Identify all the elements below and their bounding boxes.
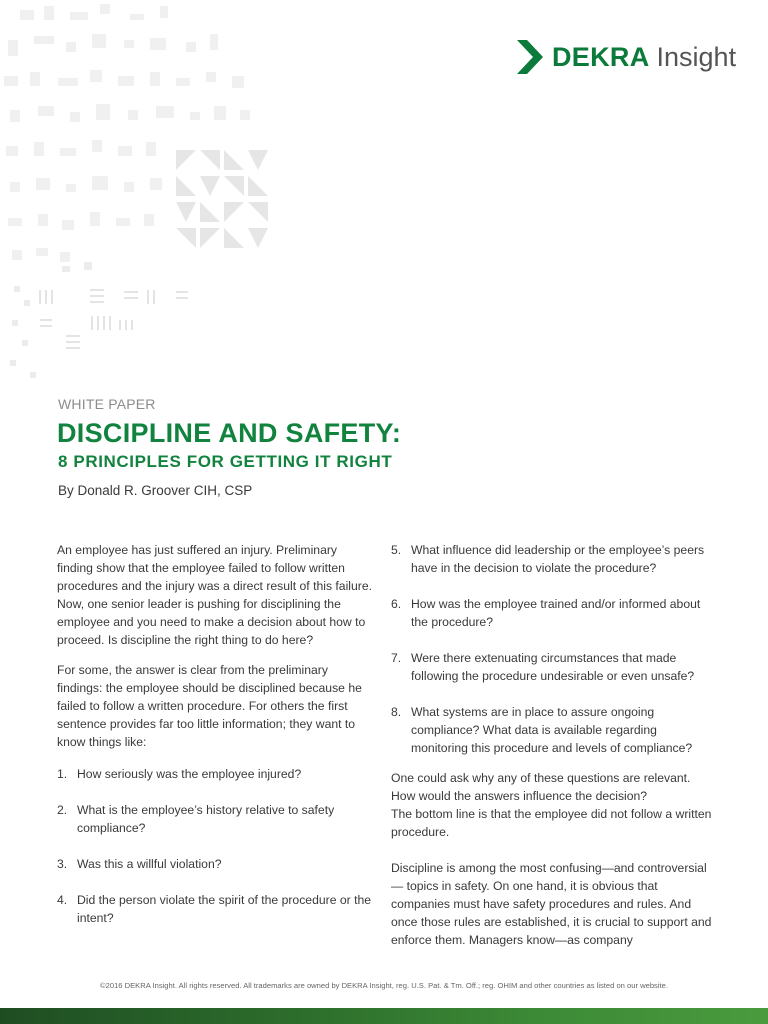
list-number: 8.: [391, 705, 402, 719]
copyright-footer: ©2016 DEKRA Insight. All rights reserved. All trademarks are owned by DEKRA Insight, reg. U.S. Pat. & Tm. Off.; reg. OHIM and other countries as listed on our website.: [100, 981, 668, 990]
logo-brand-text: DEKRA: [552, 41, 650, 72]
list-number: 2.: [57, 803, 68, 817]
dekra-insight-logo: [515, 38, 736, 76]
intro-paragraph: An employee has just suffered an injury. Preliminary finding show that the employee failed to follow written procedures and the injury was a direct result of this failure. Now, one senior leader is pushing for disciplining the employee and you need to make a decision about how to proceed. Is discipline the right thing to do here?: [57, 543, 373, 647]
list-number: 4.: [57, 893, 68, 907]
list-item: [391, 595, 713, 631]
relevance-line-1: One could ask why any of these questions are relevant. How would the answers influence the decision?: [391, 771, 691, 803]
left-column: [57, 541, 375, 945]
relevance-paragraph: [391, 769, 713, 841]
list-number: 3.: [57, 857, 68, 871]
dekra-arrow-icon: [515, 38, 545, 76]
list-text: Were there extenuating circumstances that made following the procedure undesirable or even unsafe?: [411, 651, 695, 683]
author-byline: By Donald R. Groover CIH, CSP: [58, 483, 253, 498]
questions-list-right: [391, 541, 713, 757]
list-text: What is the employee’s history relative to safety compliance?: [77, 803, 335, 835]
list-text: Did the person violate the spirit of the procedure or the intent?: [77, 893, 372, 925]
list-text: Was this a willful violation?: [77, 857, 222, 871]
logo-sub-text: Insight: [656, 41, 737, 72]
questions-list-left: [57, 765, 375, 927]
document-type-label: WHITE PAPER: [58, 396, 156, 412]
decorative-pattern: [0, 0, 320, 390]
list-item: [57, 855, 375, 873]
list-text: How seriously was the employee injured?: [77, 767, 302, 781]
discipline-paragraph: Discipline is among the most confusing—and controversial— topics in safety. On one hand, it is obvious that companies must have safety procedures and rules. And once those rules are established, it is crucial to support and enforce them. Managers know—as company: [391, 861, 712, 947]
list-number: 1.: [57, 767, 68, 781]
list-item: [57, 801, 375, 837]
list-item: [391, 541, 713, 577]
second-paragraph: For some, the answer is clear from the preliminary findings: the employee should be disciplined because he failed to follow a written procedure. For others the first sentence provides far too little information; they want to know things like:: [57, 663, 362, 749]
list-number: 6.: [391, 597, 402, 611]
list-item: [391, 703, 713, 757]
right-column: [391, 541, 713, 961]
list-text: What influence did leadership or the employee’s peers have in the decision to violate the procedure?: [411, 543, 705, 575]
list-text: How was the employee trained and/or informed about the procedure?: [411, 597, 701, 629]
list-text: What systems are in place to assure ongoing compliance? What data is available regarding monitoring this procedure and levels of compliance?: [411, 705, 693, 755]
relevance-line-2: The bottom line is that the employee did not follow a written procedure.: [391, 807, 712, 839]
list-number: 5.: [391, 543, 402, 557]
list-item: [57, 765, 375, 783]
document-subtitle: 8 PRINCIPLES FOR GETTING IT RIGHT: [58, 452, 393, 471]
list-item: [57, 891, 375, 927]
document-title: DISCIPLINE AND SAFETY:: [57, 418, 402, 448]
footer-color-bar: [0, 1008, 768, 1024]
list-number: 7.: [391, 651, 402, 665]
list-item: [391, 649, 713, 685]
